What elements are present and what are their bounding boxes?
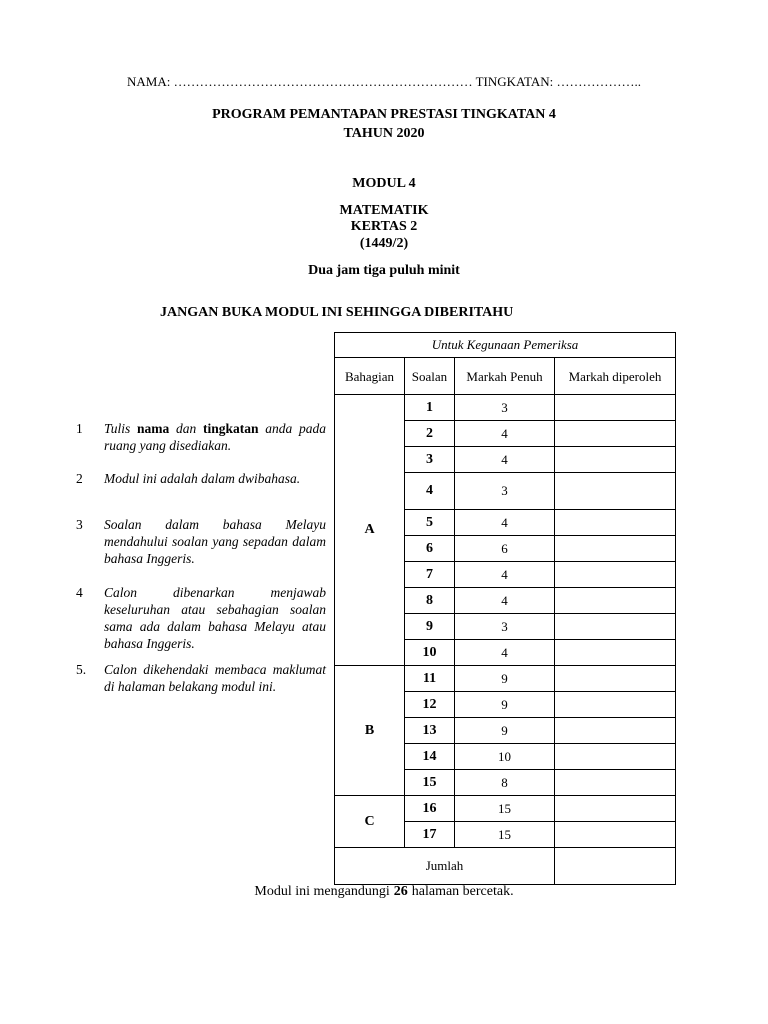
duration: Dua jam tiga puluh minit: [308, 263, 460, 278]
full-marks: 6: [455, 536, 555, 562]
question-number: 9: [405, 614, 455, 640]
year-title: TAHUN 2020: [343, 126, 425, 141]
instruction-number: 1: [76, 421, 83, 436]
full-marks: 10: [455, 744, 555, 770]
obtained-marks-cell: [555, 536, 676, 562]
question-number: 11: [405, 666, 455, 692]
obtained-marks-cell: [555, 718, 676, 744]
full-marks: 4: [455, 447, 555, 473]
question-number: 4: [405, 473, 455, 510]
question-number: 5: [405, 510, 455, 536]
header-markah-penuh: Markah Penuh: [455, 358, 555, 395]
full-marks: 9: [455, 692, 555, 718]
header-soalan: Soalan: [405, 358, 455, 395]
total-label: Jumlah: [335, 848, 555, 885]
obtained-marks-cell: [555, 473, 676, 510]
full-marks: 4: [455, 421, 555, 447]
question-number: 17: [405, 822, 455, 848]
page-count-note: Modul ini mengandungi 26 halaman bercetak.: [254, 884, 514, 899]
question-number: 16: [405, 796, 455, 822]
question-number: 2: [405, 421, 455, 447]
table-row: [335, 395, 676, 421]
modul-title: MODUL 4: [352, 176, 416, 191]
obtained-marks-cell: [555, 421, 676, 447]
full-marks: 15: [455, 796, 555, 822]
header-markah-diperoleh: Markah diperoleh: [555, 358, 676, 395]
instruction-number: 2: [76, 471, 83, 486]
instruction-number: 5.: [76, 662, 87, 677]
obtained-marks-cell: [555, 796, 676, 822]
table-row: [335, 796, 676, 822]
instruction-item: [76, 420, 326, 454]
obtained-marks-cell: [555, 744, 676, 770]
question-number: 6: [405, 536, 455, 562]
full-marks: 8: [455, 770, 555, 796]
nama-tingkatan-line: NAMA: …………………………………………………………… TINGKATAN: ………………..: [126, 74, 642, 89]
obtained-marks-cell: [555, 614, 676, 640]
paper-code: (1449/2): [359, 236, 409, 251]
obtained-marks-cell: [555, 822, 676, 848]
full-marks: 9: [455, 666, 555, 692]
obtained-marks-cell: [555, 666, 676, 692]
obtained-marks-cell: [555, 640, 676, 666]
question-number: 3: [405, 447, 455, 473]
full-marks: 15: [455, 822, 555, 848]
full-marks: 3: [455, 395, 555, 421]
instruction-item: [76, 516, 326, 567]
obtained-marks-cell: [555, 562, 676, 588]
question-number: 8: [405, 588, 455, 614]
header-bahagian: Bahagian: [335, 358, 405, 395]
question-number: 13: [405, 718, 455, 744]
instruction-item: [76, 470, 326, 487]
question-number: 7: [405, 562, 455, 588]
warning-text: JANGAN BUKA MODUL INI SEHINGGA DIBERITAHU: [160, 305, 514, 320]
obtained-marks-cell: [555, 770, 676, 796]
paper-title: KERTAS 2: [350, 219, 418, 234]
instruction-text: Calon dibenarkan menjawab keseluruhan atau sebahagian soalan sama ada dalam bahasa Melayu atau bahasa Inggeris.: [104, 585, 326, 651]
question-number: 15: [405, 770, 455, 796]
section-label: C: [335, 796, 405, 848]
obtained-marks-cell: [555, 588, 676, 614]
obtained-marks-cell: [555, 692, 676, 718]
total-marks-cell: [555, 848, 676, 885]
full-marks: 3: [455, 473, 555, 510]
examiner-marks-table: [334, 332, 676, 885]
instruction-item: [76, 661, 326, 695]
table-row: [335, 666, 676, 692]
full-marks: 4: [455, 510, 555, 536]
section-label: B: [335, 666, 405, 796]
full-marks: 4: [455, 562, 555, 588]
instruction-item: [76, 584, 326, 652]
full-marks: 9: [455, 718, 555, 744]
question-number: 14: [405, 744, 455, 770]
instruction-text: Soalan dalam bahasa Melayu mendahului soalan yang sepadan dalam bahasa Inggeris.: [104, 517, 326, 566]
section-label: A: [335, 395, 405, 666]
instruction-number: 4: [76, 585, 83, 600]
question-number: 1: [405, 395, 455, 421]
program-title: PROGRAM PEMANTAPAN PRESTASI TINGKATAN 4: [212, 107, 556, 122]
table-title: Untuk Kegunaan Pemeriksa: [335, 333, 676, 358]
obtained-marks-cell: [555, 447, 676, 473]
question-number: 12: [405, 692, 455, 718]
obtained-marks-cell: [555, 395, 676, 421]
full-marks: 3: [455, 614, 555, 640]
instruction-text: Tulis nama dan tingkatan anda pada ruang yang disediakan.: [104, 421, 326, 453]
subject-title: MATEMATIK: [339, 203, 429, 218]
full-marks: 4: [455, 640, 555, 666]
question-number: 10: [405, 640, 455, 666]
instruction-text: Modul ini adalah dalam dwibahasa.: [104, 471, 301, 486]
instruction-text: Calon dikehendaki membaca maklumat di halaman belakang modul ini.: [104, 662, 326, 694]
full-marks: 4: [455, 588, 555, 614]
obtained-marks-cell: [555, 510, 676, 536]
instruction-number: 3: [76, 517, 83, 532]
